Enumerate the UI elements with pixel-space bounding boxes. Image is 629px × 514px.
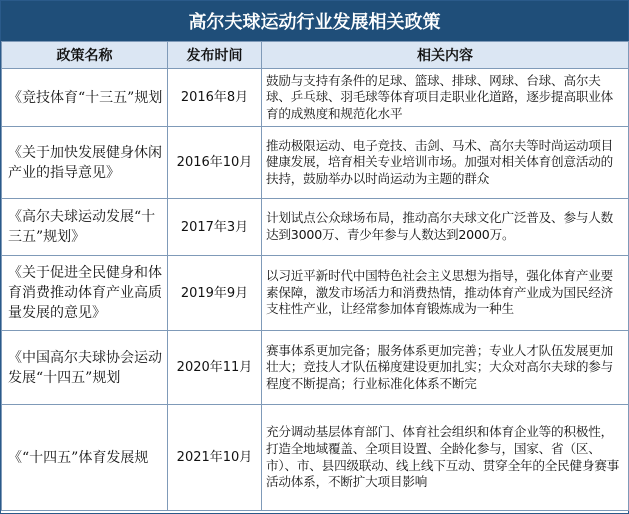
policy-table (1, 41, 629, 511)
header-release-date: 发布时间 (168, 42, 262, 69)
related-content: 赛事体系更加完备；服务体系更加完善；专业人才队伍发展更加壮大；竞技人才队伍梯度建设更加扎实；大众对高尔夫球的参与程度不断提高；行业标准化体系不断完 (262, 331, 629, 405)
policy-name: 《高尔夫球运动发展“十三五”规划》 (2, 199, 168, 256)
release-date: 2016年8月 (168, 69, 262, 127)
related-content: 以习近平新时代中国特色社会主义思想为指导，强化体育产业要素保障，激发市场活力和消费热情，推动体育产业成为国民经济支柱性产业，让经常参加体育锻炼成为一种生 (262, 256, 629, 331)
header-related-content: 相关内容 (262, 42, 629, 69)
policy-name: 《关于加快发展健身休闲产业的指导意见》 (2, 127, 168, 199)
policy-name: 《竞技体育“十三五”规划 (2, 69, 168, 127)
release-date: 2016年10月 (168, 127, 262, 199)
header-policy-name: 政策名称 (2, 42, 168, 69)
table-row (2, 331, 629, 405)
policy-name: 《中国高尔夫球协会运动发展“十四五”规划 (2, 331, 168, 405)
release-date: 2021年10月 (168, 405, 262, 511)
related-content: 充分调动基层体育部门、体育社会组织和体育企业等的积极性，打造全地域覆盖、全项目设置、全龄化参与，国家、省（区、市）、市、县四级联动、线上线下互动、贯穿全年的全民健身赛事活动体系，不断扩大项目影响 (262, 405, 629, 511)
related-content: 推动极限运动、电子竞技、击剑、马术、高尔夫等时尚运动项目健康发展，培育相关专业培训市场。加强对相关体育创意活动的扶持，鼓励举办以时尚运动为主题的群众 (262, 127, 629, 199)
release-date: 2020年11月 (168, 331, 262, 405)
release-date: 2019年9月 (168, 256, 262, 331)
policy-name: 《“十四五”体育发展规 (2, 405, 168, 511)
table-row (2, 127, 629, 199)
table-row (2, 69, 629, 127)
table-row (2, 199, 629, 256)
related-content: 鼓励与支持有条件的足球、篮球、排球、网球、台球、高尔夫球、乒乓球、羽毛球等体育项目走职业化道路，逐步提高职业体育的成熟度和规范化水平 (262, 69, 629, 127)
table-row (2, 256, 629, 331)
table-title: 高尔夫球运动行业发展相关政策 (1, 1, 628, 41)
release-date: 2017年3月 (168, 199, 262, 256)
related-content: 计划试点公众球场布局，推动高尔夫球文化广泛普及、参与人数达到3000万、青少年参与人数达到2000万。 (262, 199, 629, 256)
table-header-row (2, 42, 629, 69)
table-row (2, 405, 629, 511)
policy-name: 《关于促进全民健身和体育消费推动体育产业高质量发展的意见》 (2, 256, 168, 331)
